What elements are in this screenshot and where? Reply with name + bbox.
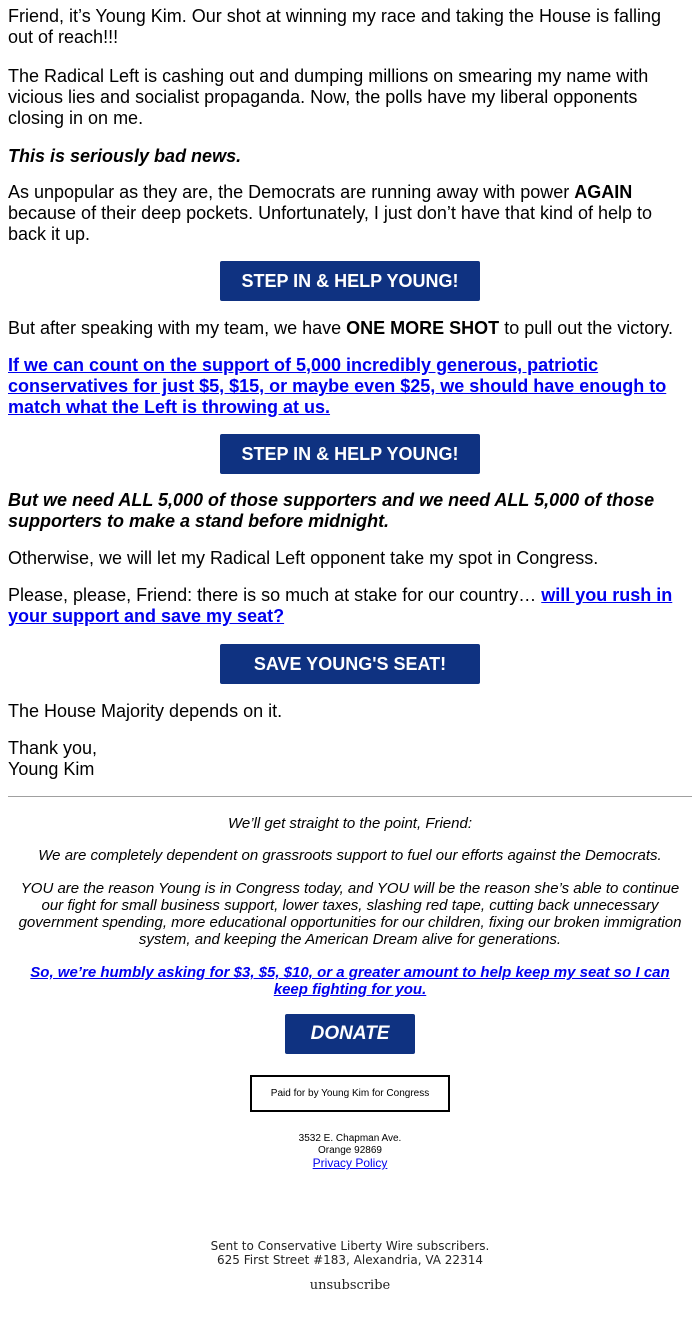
one-more-shot-paragraph [8, 318, 688, 339]
sent-to-notice [150, 1239, 550, 1267]
democrats-text-before: As unpopular as they are, the Democrats are running away with power [8, 182, 575, 202]
privacy-policy-link[interactable]: Privacy Policy [312, 1156, 388, 1170]
please-paragraph [8, 585, 688, 627]
support-link[interactable]: If we can count on the support of 5,000 incredibly generous, patriotic conservatives for just $5, $15, or maybe even $25, we should have enough to match what the Left is throwing at us. [8, 355, 667, 417]
unsubscribe-link[interactable]: unsubscribe [309, 1278, 391, 1293]
donate-button[interactable]: DONATE [285, 1014, 415, 1054]
footer-ask-link[interactable]: So, we’re humbly asking for $3, $5, $10, or a greater amount to help keep my seat so I can keep fighting for you. [30, 964, 670, 998]
need-all-supporters-paragraph: But we need ALL 5,000 of those supporters and we need ALL 5,000 of those supporters to make a stand before midnight. [8, 490, 655, 531]
otherwise-paragraph: Otherwise, we will let my Radical Left opponent take my spot in Congress. [8, 548, 599, 568]
please-text: Please, please, Friend: there is so much at stake for our country… [8, 585, 542, 605]
intro-paragraph: Friend, it’s Young Kim. Our shot at winning my race and taking the House is falling out of reach!!! [8, 6, 662, 47]
team-text-before: But after speaking with my team, we have [8, 318, 347, 338]
footer-straight-to-point: We’ll get straight to the point, Friend: [227, 815, 472, 832]
signoff [8, 738, 688, 780]
address-city: Orange 92869 [318, 1145, 382, 1156]
address-street: 3532 E. Chapman Ave. [298, 1133, 402, 1144]
divider [8, 796, 692, 797]
footer-ask-paragraph [14, 964, 686, 998]
again-emphasis: AGAIN [574, 182, 633, 202]
footer-reason-paragraph: YOU are the reason Young is in Congress today, and YOU will be the reason she’s able to continue our fight for small business support, lower taxes, slashing red tape, cutting back unnecessary government spending, more educational opportunities for our children, fixing our broken immigration system, and keeping the American Dream alive for generations. [18, 880, 682, 948]
paid-for-disclaimer: Paid for by Young Kim for Congress [250, 1075, 450, 1112]
democrats-text-after: because of their deep pockets. Unfortunately, I just don’t have that kind of help to back it up. [8, 203, 653, 244]
sender-address: 625 First Street #183, Alexandria, VA 22314 [217, 1253, 483, 1267]
bad-news-paragraph: This is seriously bad news. [8, 146, 242, 166]
one-more-shot-emphasis: ONE MORE SHOT [346, 318, 500, 338]
team-text-after: to pull out the victory. [499, 318, 673, 338]
save-seat-button[interactable]: SAVE YOUNG'S SEAT! [220, 644, 480, 684]
signoff-name: Young Kim [8, 759, 95, 779]
step-in-button-1[interactable]: STEP IN & HELP YOUNG! [220, 261, 480, 301]
support-paragraph [8, 355, 688, 418]
signoff-thanks: Thank you, [8, 738, 98, 758]
step-in-button-2[interactable]: STEP IN & HELP YOUNG! [220, 434, 480, 474]
footer-grassroots: We are completely dependent on grassroots support to fuel our efforts against the Democrats. [38, 847, 662, 864]
rush-support-link[interactable]: will you rush in your support and save my seat? [8, 585, 673, 626]
democrats-paragraph [8, 182, 688, 245]
house-majority-paragraph: The House Majority depends on it. [8, 701, 283, 721]
sent-to-line: Sent to Conservative Liberty Wire subscribers. [210, 1239, 490, 1253]
radical-left-paragraph: The Radical Left is cashing out and dumping millions on smearing my name with vicious lies and socialist propaganda. Now, the polls have my liberal opponents closing in on me. [8, 66, 649, 128]
mailing-address [200, 1133, 500, 1171]
